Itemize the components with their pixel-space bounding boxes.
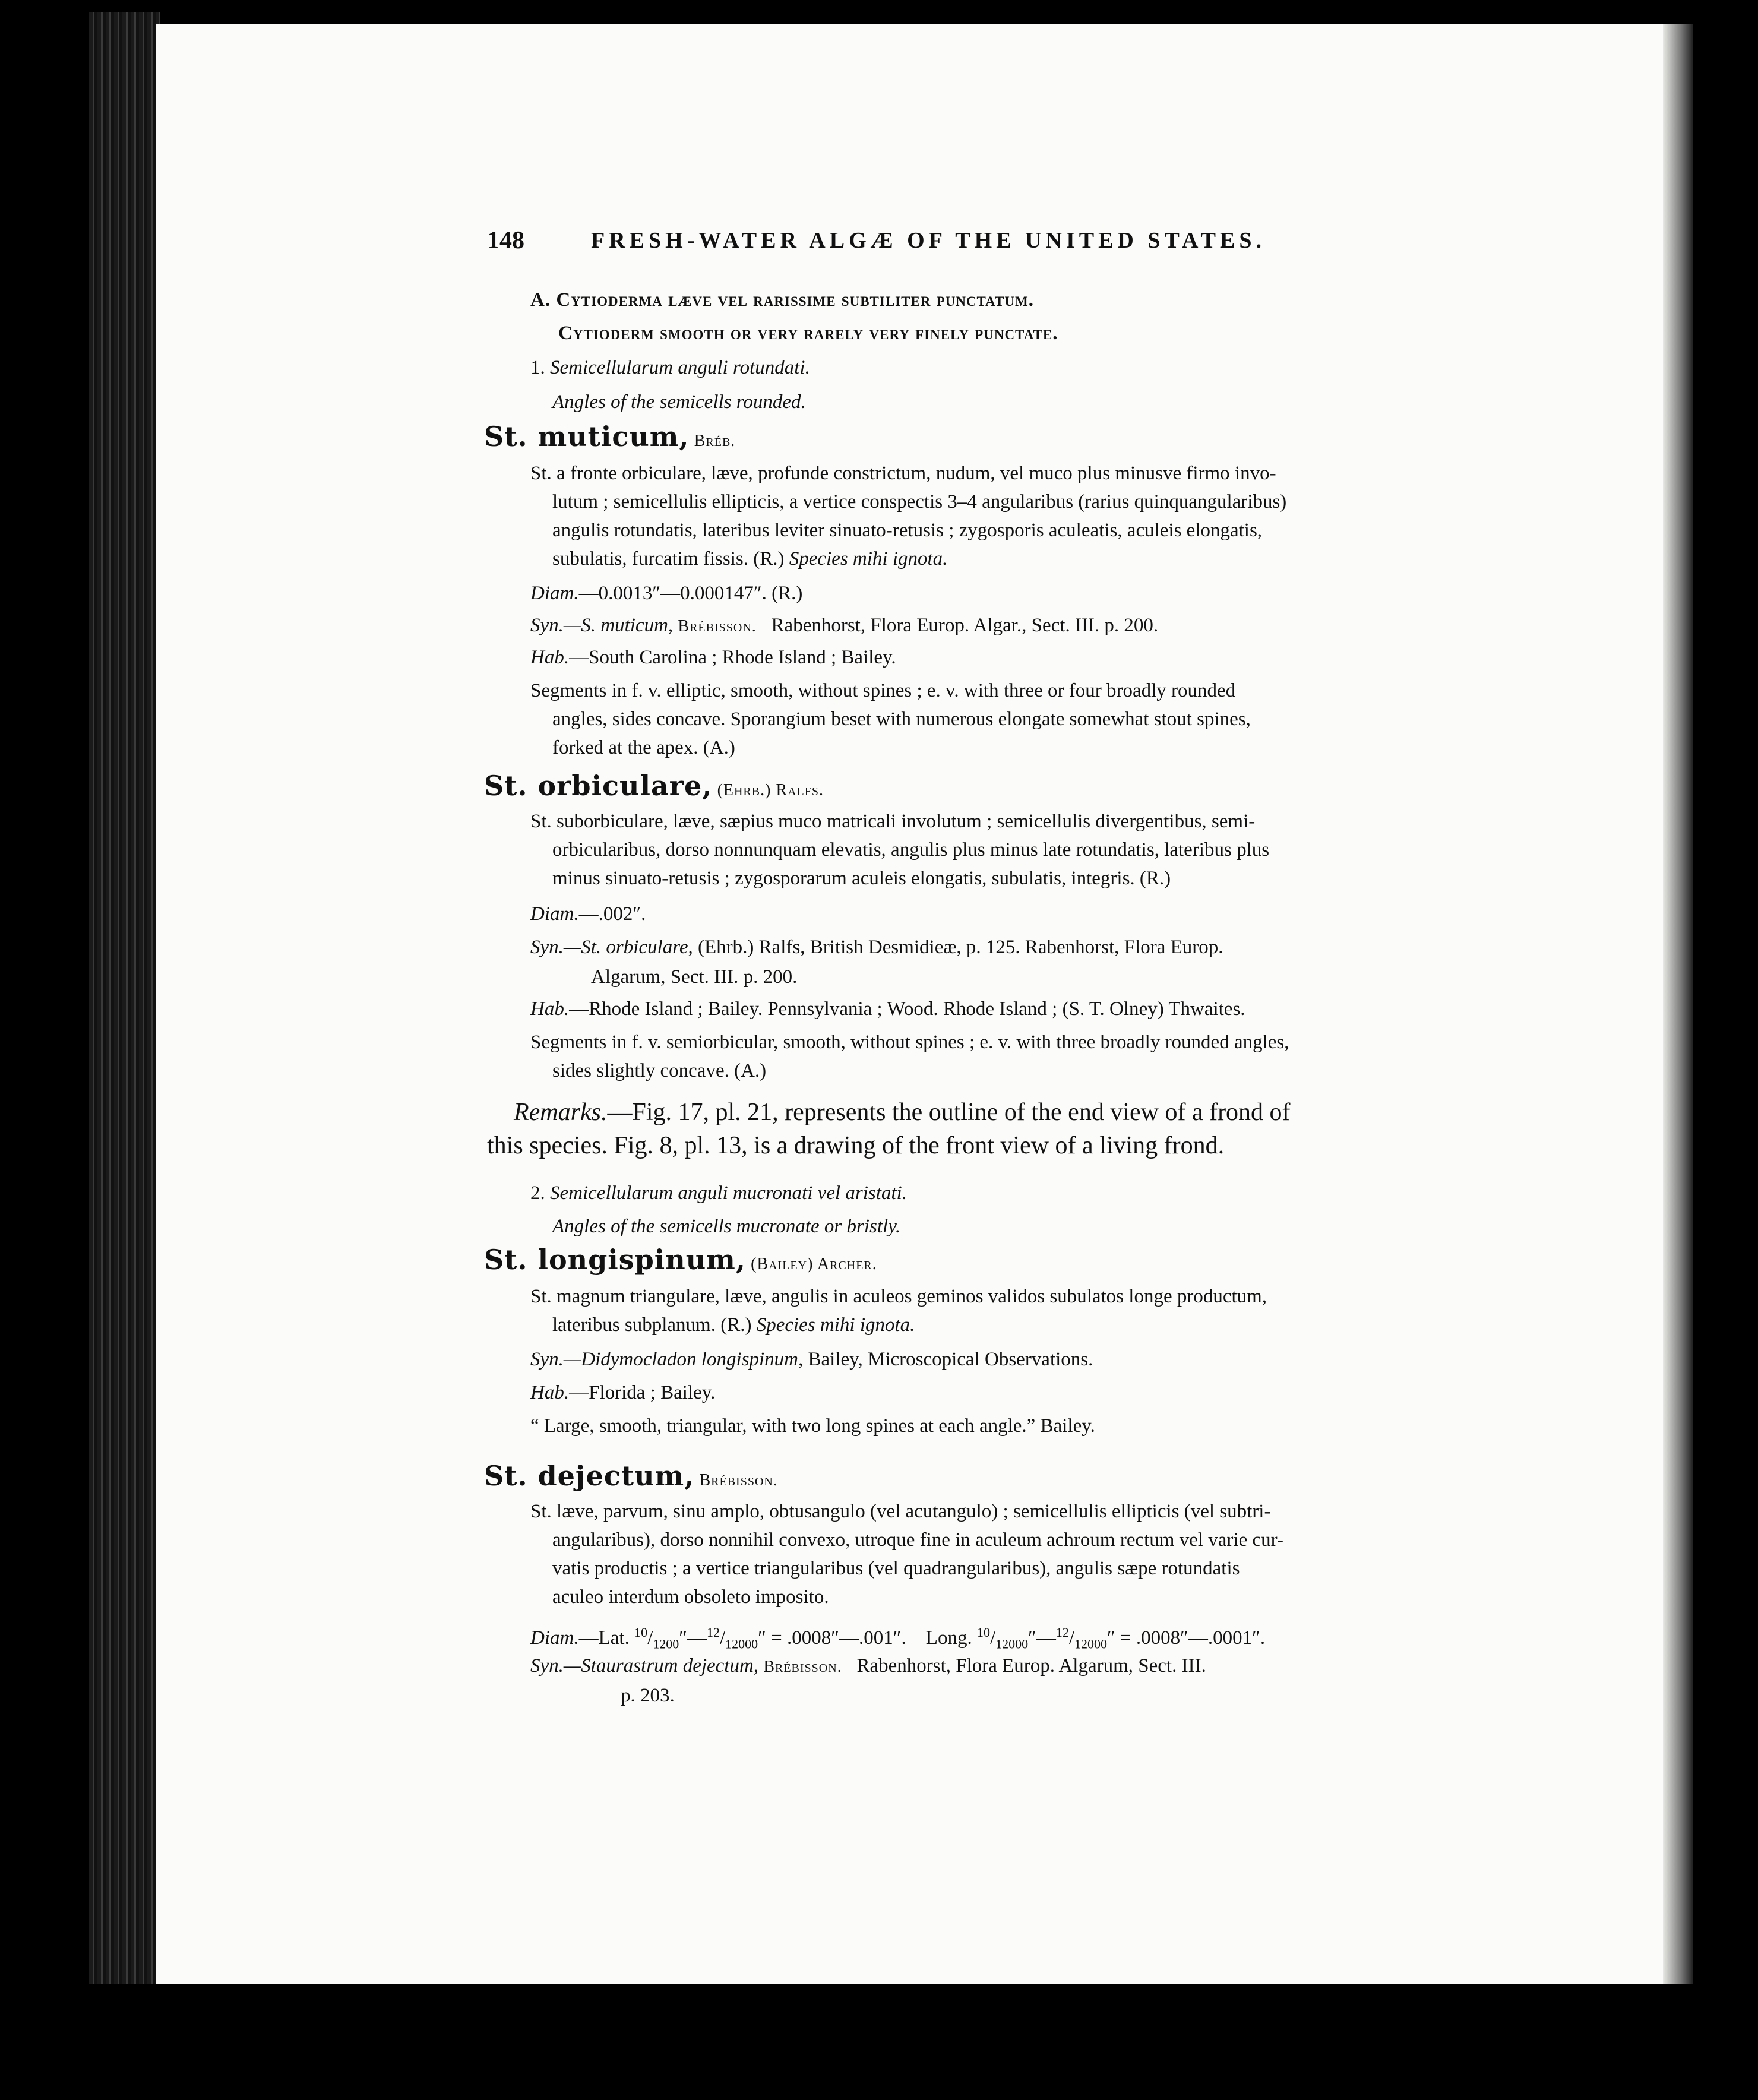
orbiculare-desc-2: orbicularibus, dorso nonnunquam elevatis, angulis plus minus late rotundatis, lateribus plus [552, 839, 1270, 861]
longispinum-desc-1: St. magnum triangulare, læve, angulis in aculeos geminos validos subulatos longe productum, [530, 1286, 1267, 1307]
section-a-english: Cytioderm smooth or very rarely very finely punctate. [558, 322, 1058, 344]
orbiculare-syn-cont: Algarum, Sect. III. p. 200. [591, 966, 798, 988]
dejectum-syn: Syn.—Staurastrum dejectum, Brébisson. Rabenhorst, Flora Europ. Algarum, Sect. III. [530, 1655, 1206, 1677]
species-muticum-heading: St. muticum, Bréb. [484, 420, 736, 453]
muticum-desc-4: subulatis, furcatim fissis. (R.) Species mihi ignota. [552, 548, 948, 570]
species-orbiculare-heading: St. orbiculare, (Ehrb.) Ralfs. [484, 770, 824, 802]
dejectum-desc-4: aculeo interdum obsoleto imposito. [552, 1586, 829, 1608]
longispinum-desc-2: lateribus subplanum. (R.) Species mihi ignota. [552, 1314, 915, 1336]
longispinum-syn: Syn.—Didymocladon longispinum, Bailey, Microscopical Observations. [530, 1349, 1093, 1370]
muticum-desc-3: angulis rotundatis, lateribus leviter sinuato-retusis ; zygosporis aculeatis, aculeis elongatis, [552, 520, 1263, 541]
orbiculare-syn: Syn.—St. orbiculare, (Ehrb.) Ralfs, British Desmidieæ, p. 125. Rabenhorst, Flora Europ. [530, 937, 1223, 958]
subsection-2-latin: 2. Semicellularum anguli mucronati vel aristati. [530, 1182, 907, 1204]
muticum-hab: Hab.—South Carolina ; Rhode Island ; Bailey. [530, 647, 896, 668]
dejectum-desc-3: vatis productis ; a vertice triangularibus (vel quadrangularibus), angulis sæpe rotundatis [552, 1558, 1240, 1579]
muticum-note-2: angles, sides concave. Sporangium beset with numerous elongate somewhat stout spines, [552, 709, 1251, 730]
longispinum-hab: Hab.—Florida ; Bailey. [530, 1382, 716, 1403]
subsection-2-english: Angles of the semicells mucronate or bristly. [552, 1216, 901, 1237]
page-gutter-shadow [1663, 24, 1693, 1984]
muticum-desc-2: lutum ; semicellulis ellipticis, a vertice conspectis 3–4 angularibus (rarius quinquangularibus) [552, 491, 1287, 513]
muticum-syn: Syn.—S. muticum, Brébisson. Rabenhorst, Flora Europ. Algar., Sect. III. p. 200. [530, 615, 1159, 636]
muticum-note-3: forked at the apex. (A.) [552, 737, 735, 758]
running-title: FRESH-WATER ALGÆ OF THE UNITED STATES. [591, 228, 1266, 253]
page-number: 148 [487, 227, 524, 254]
orbiculare-desc-1: St. suborbiculare, læve, sæpius muco matricali involutum ; semicellulis divergentibus, semi- [530, 811, 1256, 832]
dejectum-desc-1: St. læve, parvum, sinu amplo, obtusangulo (vel acutangulo) ; semicellulis ellipticis (vel subtri- [530, 1501, 1271, 1522]
remarks-line-2: this species. Fig. 8, pl. 13, is a drawing of the front view of a living frond. [487, 1132, 1225, 1159]
muticum-diam: Diam.—0.0013″—0.000147″. (R.) [530, 583, 803, 604]
orbiculare-hab: Hab.—Rhode Island ; Bailey. Pennsylvania ; Wood. Rhode Island ; (S. T. Olney) Thwaites. [530, 998, 1245, 1020]
remarks-line-1: Remarks.—Fig. 17, pl. 21, represents the outline of the end view of a frond of [514, 1099, 1291, 1126]
longispinum-quote: “ Large, smooth, triangular, with two long spines at each angle.” Bailey. [530, 1415, 1095, 1437]
species-dejectum-heading: St. dejectum, Brébisson. [484, 1460, 778, 1492]
orbiculare-note-1: Segments in f. v. semiorbicular, smooth, without spines ; e. v. with three broadly rounded angles, [530, 1032, 1289, 1053]
dejectum-syn-cont: p. 203. [621, 1685, 675, 1706]
dejectum-desc-2: angularibus), dorso nonnihil convexo, utroque fine in aculeum achroum rectum vel varie cur- [552, 1529, 1283, 1551]
book-fore-edge [89, 12, 160, 1984]
species-longispinum-heading: St. longispinum, (Bailey) Archer. [484, 1244, 877, 1276]
orbiculare-desc-3: minus sinuato-retusis ; zygosporarum aculeis elongatis, subulatis, integris. (R.) [552, 868, 1171, 889]
orbiculare-note-2: sides slightly concave. (A.) [552, 1060, 767, 1081]
muticum-note-1: Segments in f. v. elliptic, smooth, without spines ; e. v. with three or four broadly rounded [530, 680, 1236, 701]
orbiculare-diam: Diam.—.002″. [530, 903, 646, 925]
section-a-latin: A. Cytioderma læve vel rarissime subtiliter punctatum. [530, 289, 1034, 311]
dejectum-diam: Diam.—Lat. $^{10}/_{1200}''—^{12}/_{12000}''$ = .0008″—.001″. Long. $^{10}/_{12000}''—^{12}/_{12000}''$ = .0008″—.0001″. [530, 1625, 1266, 1652]
subsection-1-latin: 1. Semicellularum anguli rotundati. [530, 357, 810, 378]
muticum-desc-1: St. a fronte orbiculare, læve, profunde constrictum, nudum, vel muco plus minusve firmo invo- [530, 463, 1276, 484]
subsection-1-english: Angles of the semicells rounded. [552, 391, 806, 413]
